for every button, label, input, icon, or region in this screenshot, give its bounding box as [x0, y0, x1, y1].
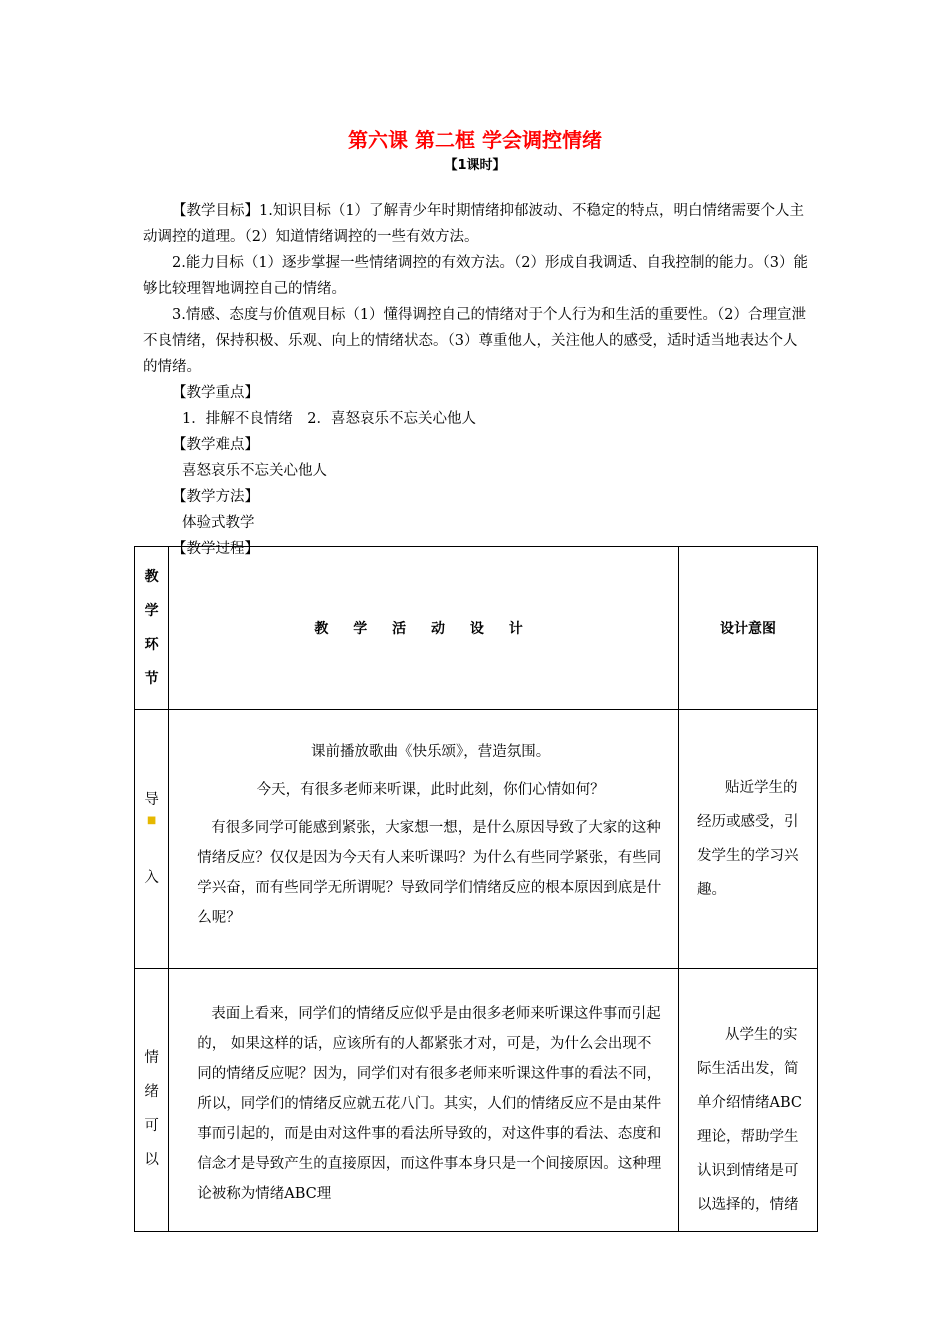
table-row [135, 710, 818, 969]
activity-intro [169, 710, 679, 969]
page-subtitle: 【1课时】 [444, 158, 506, 173]
bullet-mark: ■ [146, 815, 157, 826]
intent-text: 从学生的实际生活出发，简单介绍情绪ABC理论，帮助学生认识到情绪是可以选择的，情绪 [696, 1027, 802, 1213]
header-intent: 设计意图 [678, 547, 817, 710]
activity-paragraph: 今天，有很多老师来听课，此时此刻，你们心情如何？ [256, 782, 605, 798]
activity-paragraph: 表面上看来，同学们的情绪反应似乎是由很多老师来听课这件事而引起的， 如果这样的话，应该所有的人都紧张才对，可是，为什么会出现不同的情绪反应呢？因为，同学们对有很多老师来听课这件事的看法不同，所以，同学们的情绪反应就五花八门。其实，人们的情绪反应不是由某件事而引起的，而是由对这件事的看法所导致的，对这件事的看法、态度和信念才是导致产生的直接原因，而这件事本身只是一个间接原因。这种理论被称为情绪ABC理 [197, 1006, 662, 1202]
header-stage-char: 环 [144, 637, 159, 653]
objective-knowledge: 【教学目标】1.知识目标（1）了解青少年时期情绪抑郁波动、不稳定的特点，明白情绪需要个人主动调控的道理。（2）知道情绪调控的一些有效方法。 [143, 203, 805, 245]
page-title: 第六课 第二框 学会调控情绪 [348, 128, 602, 152]
header-stage [135, 547, 169, 710]
stage-char: 绪 [144, 1084, 159, 1100]
activity-paragraph: 课前播放歌曲《快乐颂》，营造氛围。 [310, 744, 551, 760]
stage-char: 导 [144, 792, 159, 808]
process-label: 【教学过程】 [172, 541, 259, 557]
teaching-process-table [134, 546, 818, 1232]
difficulties-label: 【教学难点】 [172, 437, 259, 453]
stage-emotion [135, 969, 169, 1232]
stage-char: 情 [144, 1050, 159, 1066]
objective-attitude: 3.情感、态度与价值观目标（1）懂得调控自己的情绪对于个人行为和生活的重要性。（2）合理宣泄不良情绪，保持积极、乐观、向上的情绪状态。（3）尊重他人，关注他人的感受，适时适当地表达个人的情绪。 [143, 307, 807, 375]
intent-text: 贴近学生的经历或感受，引发学生的学习兴趣。 [696, 780, 799, 898]
header-stage-char: 教 [144, 569, 159, 585]
header-stage-char: 学 [144, 603, 159, 619]
objectives-section [143, 198, 808, 562]
intent-emotion [678, 969, 817, 1232]
stage-intro [135, 710, 169, 969]
stage-char: 以 [144, 1152, 159, 1168]
difficulties-content: 喜怒哀乐不忘关心他人 [182, 463, 327, 479]
key-points-content: 1．排解不良情绪 2．喜怒哀乐不忘关心他人 [182, 411, 476, 427]
activity-emotion [169, 969, 679, 1232]
objective-ability: 2.能力目标（1）逐步掌握一些情绪调控的有效方法。（2）形成自我调适、自我控制的能力。（3）能够比较理智地调控自己的情绪。 [143, 255, 809, 297]
intent-intro [678, 710, 817, 969]
header-stage-char: 节 [144, 671, 159, 687]
key-points-label: 【教学重点】 [172, 385, 259, 401]
table-row [135, 969, 818, 1232]
table-header-row [135, 547, 818, 710]
methods-content: 体验式教学 [182, 515, 255, 531]
methods-label: 【教学方法】 [172, 489, 259, 505]
header-activity: 教 学 活 动 设 计 [169, 547, 679, 710]
stage-char: 可 [144, 1118, 159, 1134]
stage-char: 入 [144, 870, 159, 886]
activity-paragraph: 有很多同学可能感到紧张，大家想一想，是什么原因导致了大家的这种情绪反应？仅仅是因为今天有人来听课吗？为什么有些同学紧张，有些同学兴奋，而有些同学无所谓呢？导致同学们情绪反应的根本原因到底是什么呢？ [197, 820, 662, 926]
